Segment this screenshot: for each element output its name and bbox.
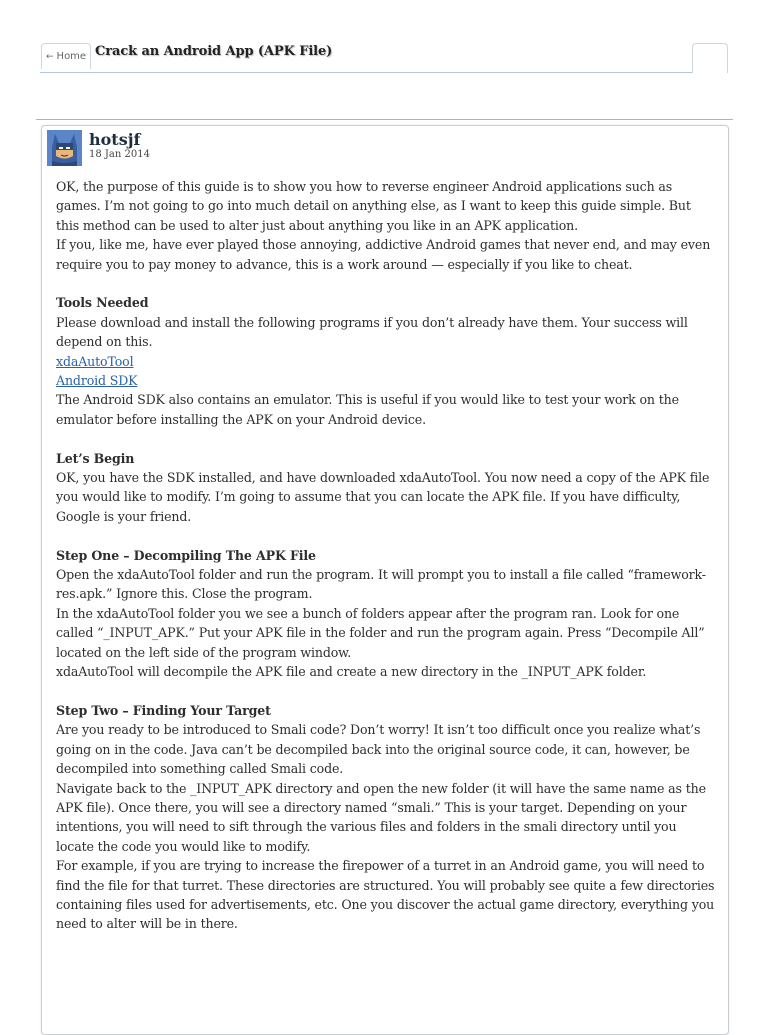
- paragraph: Please download and install the following programs if you don’t already have them. Your success will depend on this.: [56, 314, 688, 350]
- paragraph: xdaAutoTool will decompile the APK file and create a new directory in the _INPUT_APK folder.: [56, 664, 647, 680]
- paragraph: If you, like me, have ever played those annoying, addictive Android games that never end, and may even require you to pay money to advance, this is a work around — especially if you like to cheat.: [56, 237, 711, 272]
- top-bar: [40, 42, 728, 73]
- home-label: Home: [56, 50, 87, 62]
- author-name[interactable]: hotsjf: [89, 130, 141, 149]
- paragraph: Open the xdaAutoTool folder and run the program. It will prompt you to install a file called “framework-res.apk.” Ignore this. Close the program.: [56, 567, 706, 602]
- paragraph: Are you ready to be introduced to Smali code? Don’t worry! It isn’t too difficult once you realize what’s going on in the code. Java can’t be decompiled back into the original source code, it can, however, be decompiled into something called Smali code.: [56, 722, 701, 777]
- post-date: 18 Jan 2014: [89, 149, 150, 160]
- section-heading: Step Two – Finding Your Target: [56, 702, 271, 718]
- batman-avatar-icon[interactable]: [47, 130, 82, 166]
- home-button[interactable]: [41, 43, 91, 69]
- android-sdk-link[interactable]: Android SDK: [56, 373, 138, 389]
- header-divider: [36, 119, 733, 120]
- paragraph: In the xdaAutoTool folder you we see a bunch of folders appear after the program ran. Look for one called “_INPUT_APK.” Put your APK file in the folder and run the program again. Press “Decompile All” located on the left side of the program window.: [56, 605, 705, 660]
- post-body: [56, 177, 716, 934]
- section-heading: Step One – Decompiling The APK File: [56, 547, 316, 563]
- page-title: Crack an Android App (APK File): [95, 44, 333, 59]
- paragraph: OK, the purpose of this guide is to show you how to reverse engineer Android applications such as games. I’m not going to go into much detail on anything else, as I want to keep this guide simple. But this method can be used to alter just about anything you like in an APK application.: [56, 179, 691, 233]
- post-card: [41, 125, 729, 1035]
- xdaautotool-link[interactable]: xdaAutoTool: [56, 353, 134, 369]
- menu-button[interactable]: [692, 43, 728, 73]
- paragraph: Navigate back to the _INPUT_APK directory and open the new folder (it will have the same name as the APK file). Once there, you will see a directory named “smali.” This is your target. Depending on your intentions, you will need to sift through the various files and folders in the smali directory until you locate the code you would like to modify.: [56, 780, 706, 854]
- paragraph: OK, you have the SDK installed, and have downloaded xdaAutoTool. You now need a copy of the APK file you would like to modify. I’m going to assume that you can locate the APK file. If you have difficulty, Google is your friend.: [56, 470, 710, 524]
- back-arrow-icon: ←: [46, 51, 54, 62]
- section-heading: Let’s Begin: [56, 450, 135, 466]
- paragraph: For example, if you are trying to increase the firepower of a turret in an Android game, you will need to find the file for that turret. These directories are structured. You will probably see quite a few directories containing files used for advertisements, etc. One you discover the actual game directory, everything you need to alter will be in there.: [56, 858, 715, 932]
- section-heading: Tools Needed: [56, 295, 149, 311]
- paragraph: The Android SDK also contains an emulator. This is useful if you would like to test your work on the emulator before installing the APK on your Android device.: [56, 392, 679, 427]
